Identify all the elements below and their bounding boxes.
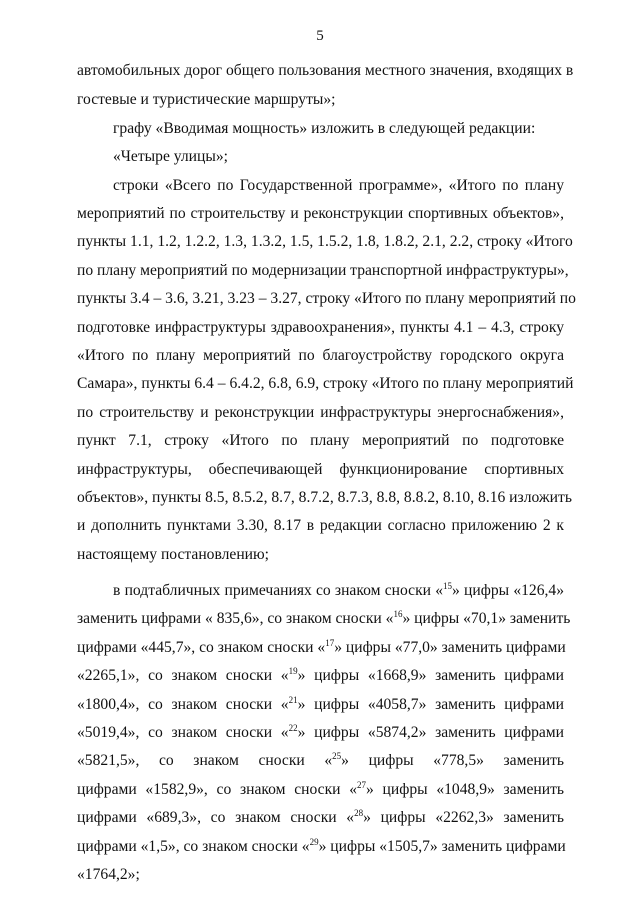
footnote-mark: 21 [288,695,298,705]
text-line: и дополнить пунктами 3.30, 8.17 в редакции согласно приложению 2 к [77,517,564,534]
text-line: Самара», пункты 6.4 – 6.4.2, 6.8, 6.9, строку «Итого по плану мероприятий [77,375,574,392]
footnote-mark: 28 [354,808,364,818]
footnote-mark: 19 [288,666,298,676]
page-number: 5 [316,28,324,44]
text-line: автомобильных дорог общего пользования местного значения, входящих в [77,62,574,79]
text-line: по строительству и реконструкции инфраструктуры энергоснабжения», [77,404,564,421]
text-line: пункт 7.1, строку «Итого по плану мероприятий по подготовке [77,432,564,449]
text-line: по плану мероприятий по модернизации транспортной инфраструктуры», [77,262,569,279]
footnote-mark: 16 [393,609,403,619]
text-line: в подтабличных примечаниях со знаком сноски «$^{15}$» цифры «126,4» [113,581,565,599]
text-line: цифрами «1582,9», со знаком сноски «$^{27}$» цифры «1048,9» заменить [77,780,565,798]
text-line: строки «Всего по Государственной программе», «Итого по плану [113,177,564,194]
text-line: пункты 1.1, 1.2, 1.2.2, 1.3, 1.3.2, 1.5, 1.5.2, 1.8, 1.8.2, 2.1, 2.2, строку «Итого [77,233,573,250]
text-line: «2265,1», со знаком сноски «$^{19}$» цифры «1668,9» заменить цифрами [77,666,564,684]
footnote-mark: 17 [325,638,335,648]
text-line: «1764,2»; [77,866,140,883]
text-line: настоящему постановлению; [77,546,270,563]
text-line: инфраструктуры, обеспечивающей функционирование спортивных [77,461,564,478]
footnote-mark: 15 [443,581,453,591]
text-line: заменить цифрами « 835,6», со знаком сноски «$^{16}$» цифры «70,1» заменить [77,609,571,627]
text-line: цифрами «445,7», со знаком сноски «$^{17}$» цифры «77,0» заменить цифрами [77,638,566,656]
footnote-mark: 22 [288,723,298,733]
text-line: «5019,4», со знаком сноски «$^{22}$» цифры «5874,2» заменить цифрами [77,723,564,741]
text-line: гостевые и туристические маршруты»; [77,91,336,108]
text-line: «Итого по плану мероприятий по благоустройству городского округа [77,347,564,364]
text-line: подготовке инфраструктуры здравоохранения», пункты 4.1 – 4.3, строку [77,319,564,336]
text-line: мероприятий по строительству и реконструкции спортивных объектов», [77,205,564,222]
text-line: графу «Вводимая мощность» изложить в следующей редакции: [113,120,536,137]
footnote-mark: 27 [357,780,367,790]
text-line: «1800,4», со знаком сноски «$^{21}$» цифры «4058,7» заменить цифрами [77,695,564,713]
text-line: цифрами «689,3», со знаком сноски «$^{28}$» цифры «2262,3» заменить [77,808,564,826]
text-line: «Четыре улицы»; [113,148,228,165]
text-line: пункты 3.4 – 3.6, 3.21, 3.23 – 3.27, строку «Итого по плану мероприятий по [77,290,576,307]
footnote-mark: 29 [309,837,319,847]
text-line: цифрами «1,5», со знаком сноски «$^{29}$» цифры «1505,7» заменить цифрами [77,837,566,855]
text-line: объектов», пункты 8.5, 8.5.2, 8.7, 8.7.2, 8.7.3, 8.8, 8.8.2, 8.10, 8.16 изложить [77,489,572,506]
footnote-mark: 25 [332,751,342,761]
text-line: «5821,5», со знаком сноски «$^{25}$» цифры «778,5» заменить [77,751,565,769]
